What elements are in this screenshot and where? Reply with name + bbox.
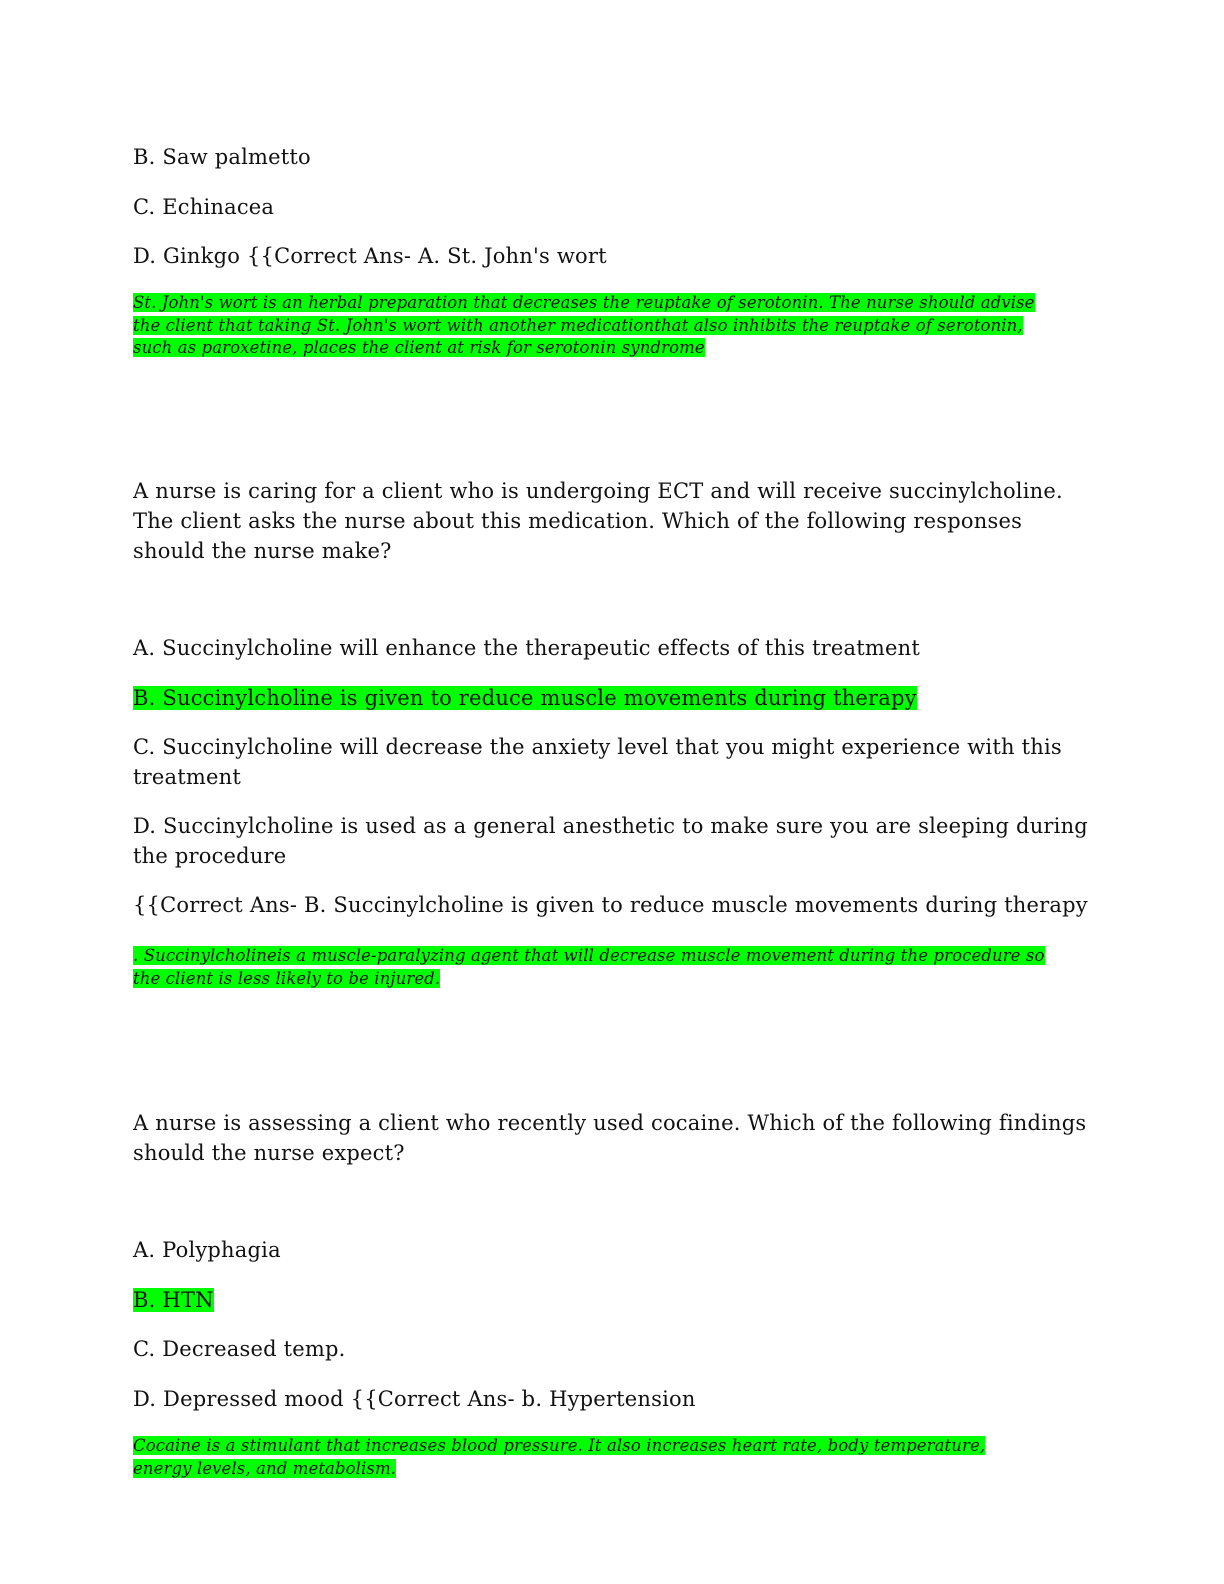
q3-question: A nurse is assessing a client who recently used cocaine. Which of the following findings should the nurse expect? [133, 1111, 1087, 1165]
q2-option-b [133, 683, 917, 713]
q2-answer: {{Correct Ans- B. Succinylcholine is given to reduce muscle movements during therapy [133, 893, 1088, 917]
q1-option-c: C. Echinacea [133, 195, 275, 219]
q1-rationale [133, 292, 1048, 360]
q2-rationale-text: . Succinylcholineis a muscle-paralyzing agent that will decrease muscle movement during the procedure so the client is less likely to be injured. [133, 946, 1045, 988]
q1-option-d-answer: D. Ginkgo {{Correct Ans- A. St. John's wort [133, 244, 607, 268]
q2-option-b-text: B. Succinylcholine is given to reduce muscle movements during therapy [133, 686, 917, 710]
q2-option-a: A. Succinylcholine will enhance the therapeutic effects of this treatment [133, 636, 920, 660]
q2-option-d: D. Succinylcholine is used as a general anesthetic to make sure you are sleeping during the procedure [133, 814, 1088, 868]
q3-rationale-text: Cocaine is a stimulant that increases blood pressure. It also increases heart rate, body temperature, energy levels, and metabolism. [133, 1436, 986, 1478]
q3-rationale [133, 1435, 1048, 1480]
q2-rationale [133, 945, 1048, 990]
q3-option-c: C. Decreased temp. [133, 1337, 346, 1361]
q3-option-d-answer: D. Depressed mood {{Correct Ans- b. Hypertension [133, 1387, 696, 1411]
q2-option-c: C. Succinylcholine will decrease the anxiety level that you might experience with this treatment [133, 735, 1062, 789]
q3-option-a: A. Polyphagia [133, 1238, 281, 1262]
q1-option-b: B. Saw palmetto [133, 145, 311, 169]
q3-option-b-text: B. HTN [133, 1288, 214, 1312]
q3-option-b [133, 1285, 214, 1315]
q1-rationale-text: St. John's wort is an herbal preparation that decreases the reuptake of serotonin. The nurse should advise the client that taking St. John's wort with another medicationthat also inhibits the reuptake of serotonin, such as paroxetine, places the client at risk for serotonin syndrome [133, 293, 1035, 357]
q2-question: A nurse is caring for a client who is undergoing ECT and will receive succinylcholine. The client asks the nurse about this medication. Which of the following responses should the nurse make? [133, 479, 1063, 563]
